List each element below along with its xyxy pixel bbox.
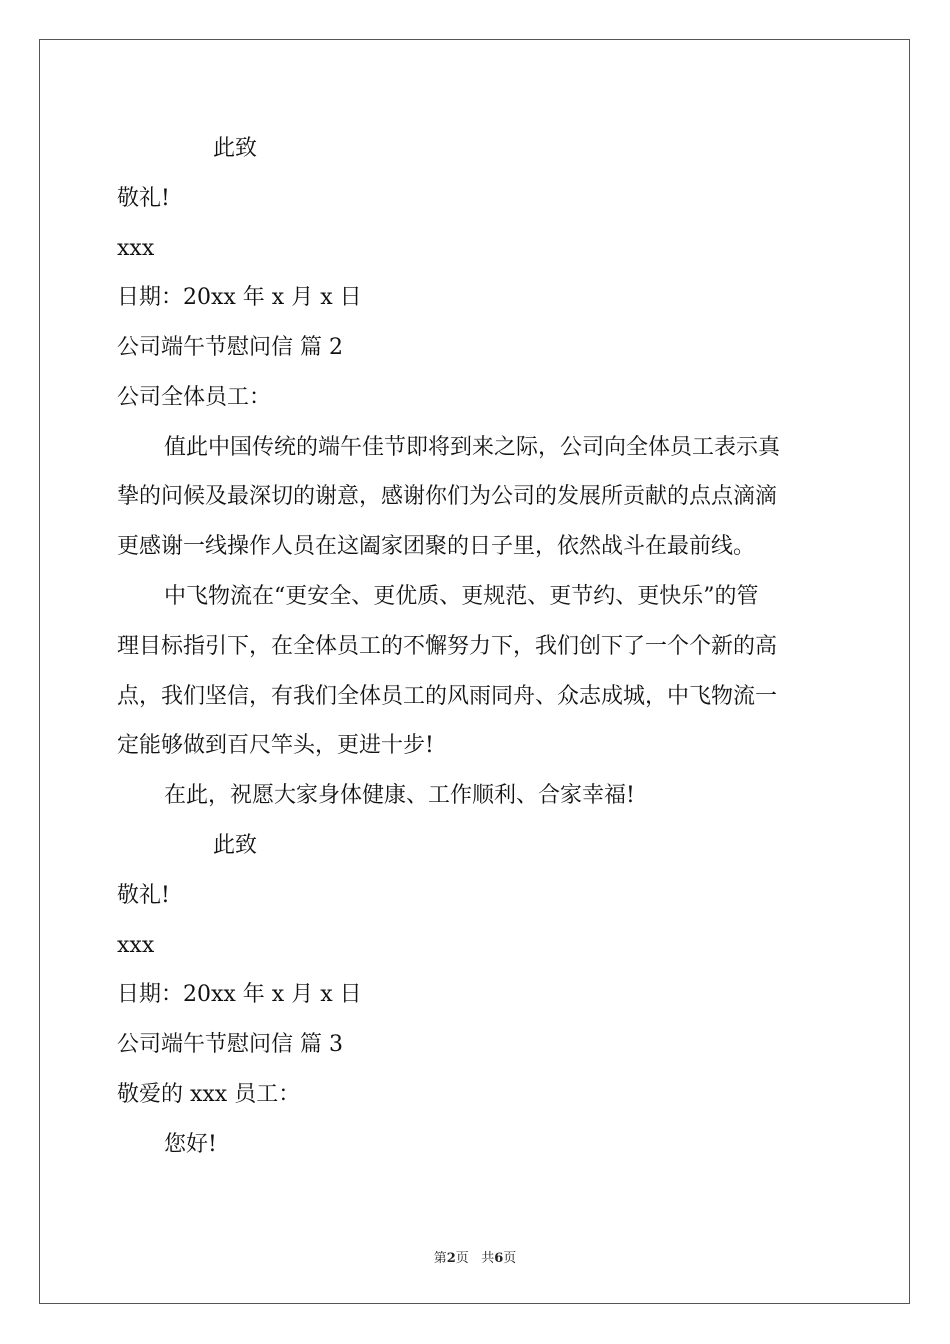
- section-title: 公司端午节慰问信 篇 2: [117, 335, 343, 360]
- total-pages: 6: [494, 1251, 504, 1266]
- paragraph-line: 理目标指引下，在全体员工的不懈努力下，我们创下了一个个新的高: [117, 634, 778, 659]
- paragraph-line: 值此中国传统的端午佳节即将到来之际，公司向全体员工表示真: [164, 435, 781, 460]
- closing-regards: 敬礼!: [117, 883, 170, 908]
- footer-page-unit: 页: [455, 1251, 469, 1266]
- closing-salutation: 此致: [213, 136, 258, 161]
- signature: xxx: [117, 933, 155, 958]
- date-line: 日期：20xx 年 x 月 x 日: [117, 285, 362, 310]
- closing-regards: 敬礼!: [117, 186, 170, 211]
- paragraph-line: 中飞物流在“更安全、更优质、更规范、更节约、更快乐”的管: [164, 584, 759, 609]
- section-title: 公司端午节慰问信 篇 3: [117, 1032, 343, 1057]
- page-number: 2: [446, 1251, 456, 1266]
- paragraph-line: 在此，祝愿大家身体健康、工作顺利、合家幸福!: [164, 783, 635, 808]
- paragraph-line: 点，我们坚信，有我们全体员工的风雨同舟、众志成城，中飞物流一: [117, 684, 778, 709]
- paragraph-line: 您好!: [164, 1132, 217, 1157]
- closing-salutation: 此致: [213, 833, 258, 858]
- footer-total-unit: 页: [503, 1251, 517, 1266]
- footer-prefix: 第: [433, 1251, 447, 1266]
- date-line: 日期：20xx 年 x 月 x 日: [117, 982, 362, 1007]
- paragraph-line: 更感谢一线操作人员在这阖家团聚的日子里，依然战斗在最前线。: [117, 534, 756, 559]
- page-footer: [0, 1247, 950, 1266]
- signature: xxx: [117, 236, 155, 261]
- greeting: 敬爱的 xxx 员工：: [117, 1082, 301, 1107]
- footer-total-prefix: 共: [481, 1251, 495, 1266]
- greeting: 公司全体员工：: [117, 385, 272, 410]
- paragraph-line: 挚的问候及最深切的谢意，感谢你们为公司的发展所贡献的点点滴滴: [117, 484, 778, 509]
- paragraph-line: 定能够做到百尺竿头，更进十步!: [117, 733, 434, 758]
